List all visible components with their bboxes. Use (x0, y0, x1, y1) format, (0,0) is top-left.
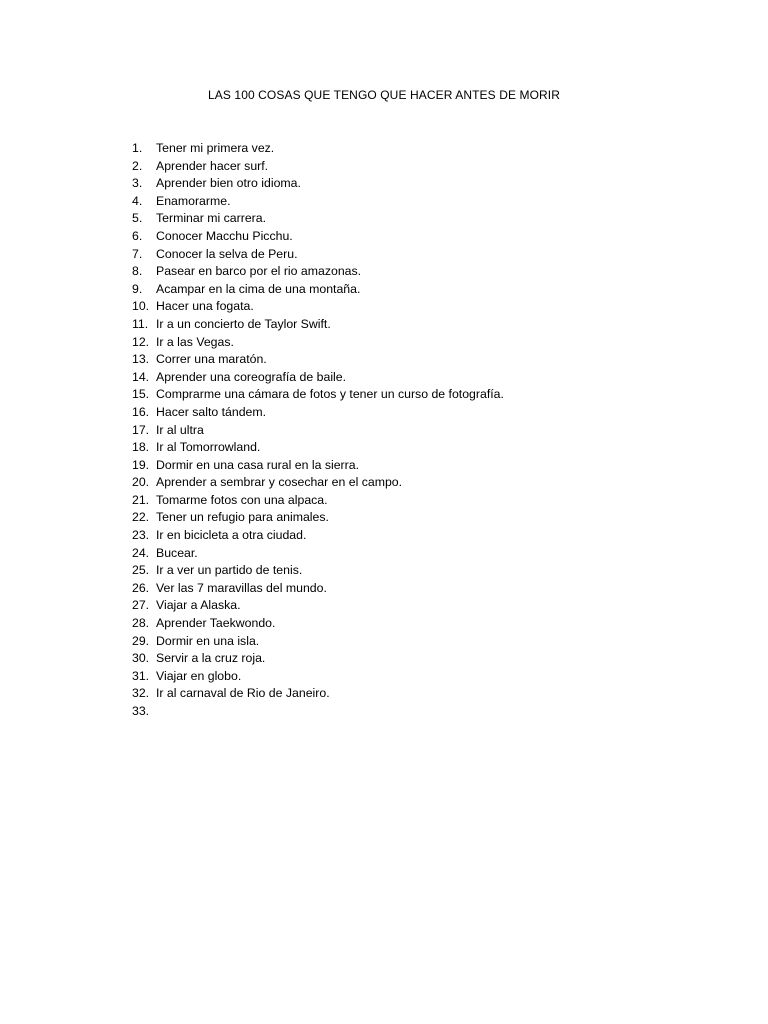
list-item-number: 13. (132, 352, 150, 367)
list-item-number: 27. (132, 598, 150, 613)
list-item-number: 7. (132, 246, 143, 261)
list-item (132, 404, 504, 422)
list-item (132, 527, 504, 545)
list-item-text: Aprender a sembrar y cosechar en el campo. (156, 475, 403, 490)
list-item-text: Terminar mi carrera. (156, 211, 267, 226)
list-item-number: 33. (132, 704, 150, 718)
list-item-text: Conocer la selva de Peru. (156, 246, 298, 261)
list-item (132, 246, 504, 264)
list-item-number: 6. (132, 228, 143, 243)
list-item-text: Aprender una coreografía de baile. (156, 369, 347, 384)
list-item-text: Hacer salto tándem. (156, 404, 267, 419)
list-item (132, 650, 504, 668)
list-item-text: Tomarme fotos con una alpaca. (156, 492, 328, 507)
list-item-text: Ir a un concierto de Taylor Swift. (156, 316, 331, 331)
list-item (132, 193, 504, 211)
list-item (132, 334, 504, 352)
list-item-text: Acampar en la cima de una montaña. (156, 281, 361, 296)
list-item (132, 281, 504, 299)
list-item-text: Comprarme una cámara de fotos y tener un curso de fotografía. (156, 387, 504, 402)
list-item (132, 263, 504, 281)
list-item (132, 633, 504, 651)
list-item-number: 17. (132, 422, 150, 437)
list-item-text: Correr una maratón. (156, 352, 267, 367)
list-item-number: 10. (132, 299, 150, 314)
list-item (132, 422, 504, 440)
list-item (132, 140, 504, 158)
list-item-text: Servir a la cruz roja. (156, 651, 266, 666)
list-item-number: 16. (132, 404, 150, 419)
list-item (132, 562, 504, 580)
list-item-number: 19. (132, 457, 150, 472)
list-item (132, 210, 504, 228)
list-item-number: 23. (132, 528, 150, 543)
list-item-number: 21. (132, 492, 150, 507)
list-item (132, 298, 504, 316)
list-item-number: 15. (132, 387, 150, 402)
list-item-text: Aprender Taekwondo. (156, 616, 276, 631)
list-item-text: Viajar en globo. (156, 668, 242, 683)
list-item-text: Dormir en una isla. (156, 633, 260, 648)
list-item (132, 457, 504, 475)
list-item-text: Ver las 7 maravillas del mundo. (156, 580, 327, 595)
list-item-number: 5. (132, 211, 143, 226)
list-item (132, 158, 504, 176)
list-item-number: 18. (132, 440, 150, 455)
list-item-number: 31. (132, 668, 150, 683)
list-item-number: 8. (132, 264, 143, 279)
list-item-text: Pasear en barco por el rio amazonas. (156, 264, 362, 279)
list-item (132, 175, 504, 193)
list-item-text: Tener mi primera vez. (156, 141, 275, 155)
list-item (132, 386, 504, 404)
list-item-text: Bucear. (156, 545, 198, 560)
list-item-text: Dormir en una casa rural en la sierra. (156, 457, 359, 472)
list-item-number: 28. (132, 616, 150, 631)
list-item-number: 12. (132, 334, 150, 349)
list-item-number: 25. (132, 563, 150, 578)
list-item-number: 30. (132, 651, 150, 666)
list-item-text: Aprender bien otro idioma. (156, 176, 301, 191)
list-item (132, 228, 504, 246)
list-item-number: 22. (132, 510, 150, 525)
list-item-text: Aprender hacer surf. (156, 158, 269, 173)
list-item-number: 29. (132, 633, 150, 648)
list-item (132, 545, 504, 563)
list-item-number: 26. (132, 580, 150, 595)
list-item-text: Ir al carnaval de Rio de Janeiro. (156, 686, 330, 701)
list-item-number: 24. (132, 545, 150, 560)
list-item (132, 439, 504, 457)
list-item (132, 492, 504, 510)
list-item-number: 20. (132, 475, 150, 490)
list-item (132, 369, 504, 387)
list-item (132, 668, 504, 686)
list-item (132, 509, 504, 527)
list-item (132, 597, 504, 615)
list-item-number: 14. (132, 369, 150, 384)
list-item-text: Ir al ultra (156, 422, 204, 437)
list-item-text: Conocer Macchu Picchu. (156, 228, 293, 243)
list-item-number: 2. (132, 158, 143, 173)
list-item (132, 474, 504, 492)
list-item (132, 580, 504, 598)
list-item-text: Ir en bicicleta a otra ciudad. (156, 528, 307, 543)
list-item (132, 351, 504, 369)
list-item (132, 316, 504, 334)
bucket-list (132, 140, 504, 721)
list-item-number: 3. (132, 176, 143, 191)
list-item (132, 615, 504, 633)
list-item-number: 1. (132, 141, 143, 155)
list-item-text: Ir a ver un partido de tenis. (156, 563, 303, 578)
list-item (132, 703, 504, 721)
list-item-text: Enamorarme. (156, 193, 231, 208)
document-title: LAS 100 COSAS QUE TENGO QUE HACER ANTES DE MORIR (208, 88, 560, 102)
list-item-number: 9. (132, 281, 143, 296)
list-item-number: 32. (132, 686, 150, 701)
list-item (132, 685, 504, 703)
list-item-text: Ir a las Vegas. (156, 334, 234, 349)
list-item-text: Hacer una fogata. (156, 299, 254, 314)
list-item-text: Ir al Tomorrowland. (156, 440, 261, 455)
list-item-number: 11. (132, 316, 149, 331)
list-item-text: Tener un refugio para animales. (156, 510, 329, 525)
list-item-number: 4. (132, 193, 143, 208)
list-item-text: Viajar a Alaska. (156, 598, 241, 613)
